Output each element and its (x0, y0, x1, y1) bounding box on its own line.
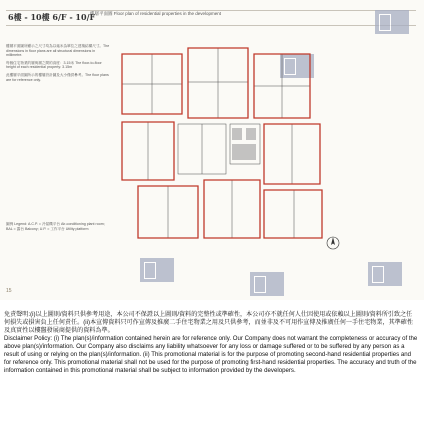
disclaimer (4, 311, 418, 375)
floor-label: 6樓 - 10樓 6/F - 10/F (8, 12, 96, 22)
watermark-logo (368, 262, 402, 286)
floor-plan-drawing (118, 44, 346, 244)
header-note: 樓層平面圖 Floor plan of residential properties in the development (90, 11, 222, 16)
note-reference: 此樓層平面圖所示的樓層設計圖及大小僅供參考。The floor plans are for reference only. (6, 72, 109, 82)
plan-legend: 圖例 Legend: A.C.P. = 冷氣機平台 Air-conditioning plant room; BAL = 露台 Balcony; U.P. = 工作平台 Utility platform (6, 222, 105, 231)
disclaimer-chinese: 免責聲明:(i)以上圖則/資料只供參考用途，本公司不保證以上圖則/資料的完整性或準確性，本公司亦不就任何人仕因使用或依賴以上圖則/資料所引致之任何損失或損害負上任何責任。(ii)本宣傳資料只可作宣傳及推廣二手住宅物業之用及只供參考，而並非及不可用作宣傳及推廣任何一手住宅物業，其準確性及真實性以樓盤發展商提供的資料為準。 (4, 311, 413, 334)
watermark-logo (140, 258, 174, 282)
watermark-logo (375, 10, 409, 34)
north-arrow-icon (326, 236, 340, 250)
page-number: 15 (6, 288, 12, 294)
note-floor-height: 每個住宅物業的層與層之間的高度：3.15米 The floor-to-floor height of each residential property: 3.15m (6, 60, 102, 70)
plan-notes (6, 44, 110, 85)
note-dimensions: 樓層平面圖所顯示之尺寸均為以毫米為單位之建築結構尺寸。The dimensions in floor plans are all structural dimensions in millimetre. (6, 44, 110, 58)
disclaimer-english: Disclaimer Policy: (i) The plan(s)/information contained herein are for reference only. Our Company does not warrant the completeness or accuracy of the above plan(s)/information. Our Company also disclaims any liability whatsoever for any loss or damage suffered or to be suffered by any person as a result of using or relying on the plan(s)/information. (ii) This promotional material is for the purpose of promoting second-hand residential properties and for reference only. This promotional material shall not be used for the purpose of promoting first-hand residential properties. The accuracy and truth of the information contained in this promotional material shall be subject to information provided by the developers. (4, 335, 418, 374)
watermark-logo (250, 272, 284, 296)
